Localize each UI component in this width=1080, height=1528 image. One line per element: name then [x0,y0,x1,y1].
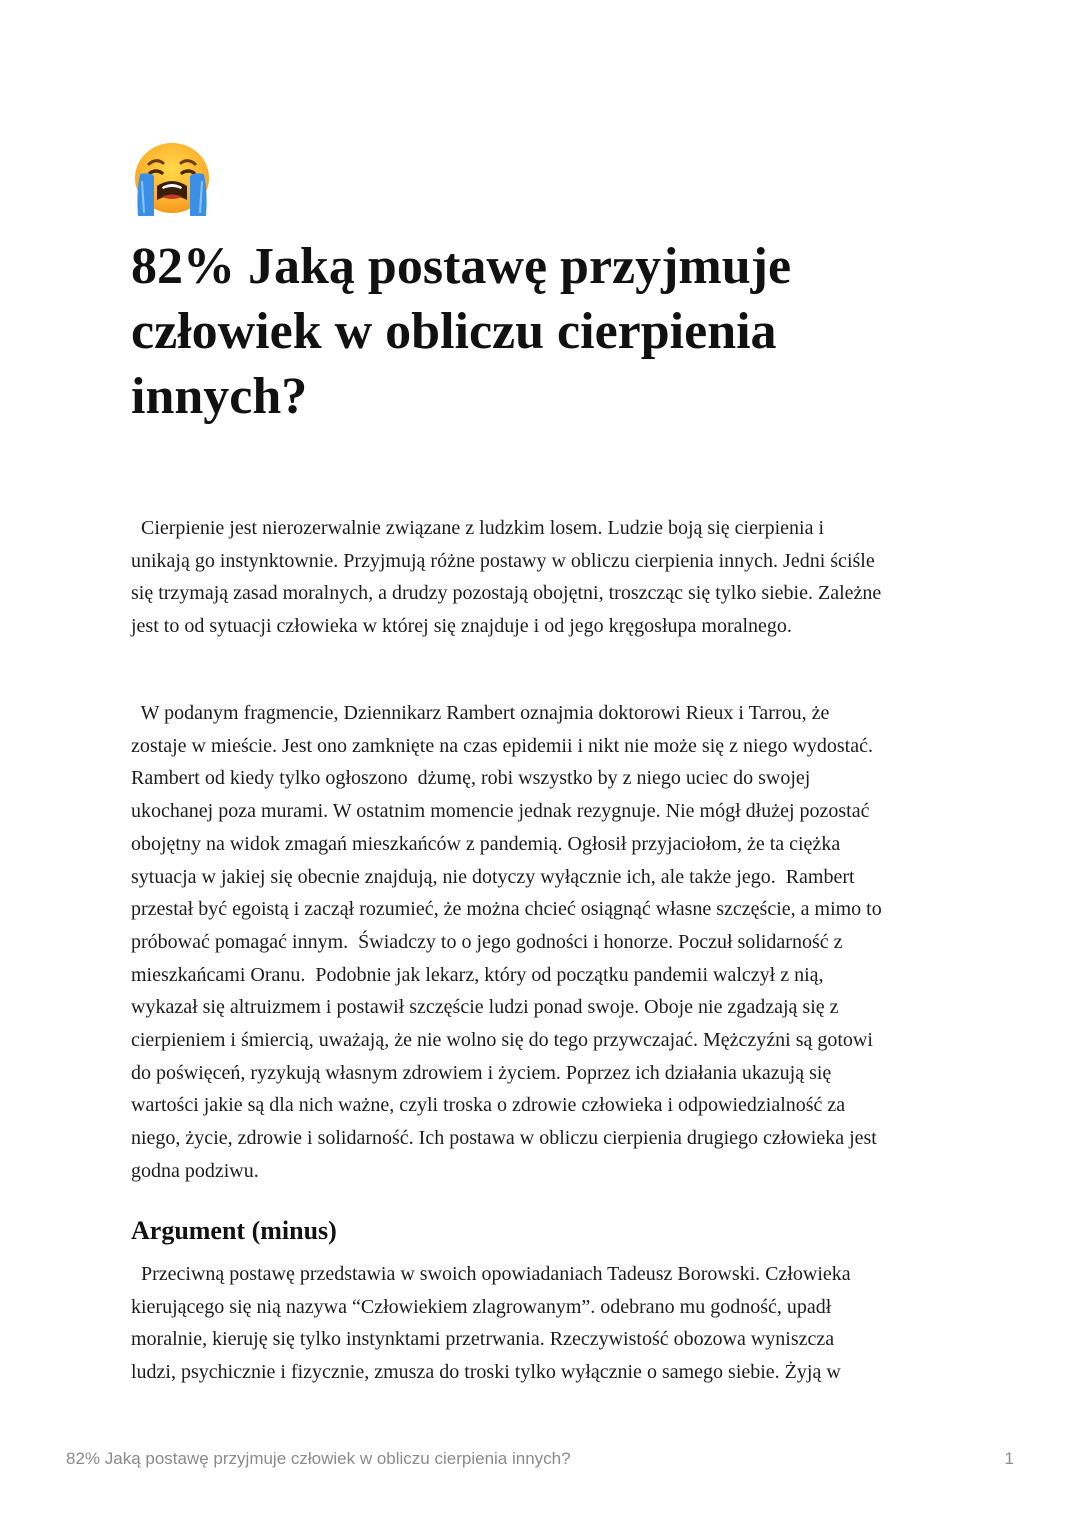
section-paragraph [131,1258,961,1389]
footer-page-number: 1 [1004,1449,1014,1468]
text-line: W podanym fragmencie, Dziennikarz Rambert oznajmia doktorowi Rieux i Tarrou, że [131,702,830,724]
footer-running-title: 82% Jaką postawę przyjmuje człowiek w obliczu cierpienia innych? [66,1449,571,1468]
text-line: jest to od sytuacji człowieka w której się znajduje i od jego kręgosłupa moralnego. [131,615,792,638]
text-line: Rambert od kiedy tylko ogłoszono dżumę, robi wszystko by z niego uciec do swojej [131,767,811,790]
body-paragraph [131,697,961,1188]
text-line: unikają go instynktownie. Przyjmują różne postawy w obliczu cierpienia innych. Jedni ściśle [131,549,875,572]
text-line: moralnie, kieruję się tylko instynktami przetrwania. Rzeczywistość obozowa wyniszcza [131,1328,835,1351]
title-line: innych? [131,368,308,425]
text-line: wykazał się altruizmem i postawił szczęście ludzi ponad swoje. Oboje nie zgadzają się z [131,996,839,1019]
text-line: sytuacja w jakiej się obecnie znajdują, nie dotyczy wyłącznie ich, ale także jego. Rambert [131,865,855,888]
text-line: ukochanej poza murami. W ostatnim momencie jednak rezygnuje. Nie mógł dłużej pozostać [131,800,870,823]
title-line: człowiek w obliczu cierpienia [131,303,777,360]
title-line: 82% Jaką postawę przyjmuje [131,238,792,295]
intro-paragraph [131,512,961,643]
text-line: godna podziwu. [131,1159,259,1182]
section-heading: Argument (minus) [131,1216,337,1245]
text-line: wartości jakie są dla nich ważne, czyli troska o zdrowie człowieka i odpowiedzialność za [131,1094,846,1117]
text-line: Przeciwną postawę przedstawia w swoich opowiadaniach Tadeusz Borowski. Człowieka [131,1263,851,1285]
text-line: obojętny na widok zmagań mieszkańców z pandemią. Ogłosił przyjaciołom, że ta ciężka [131,832,841,855]
text-line: Cierpienie jest nierozerwalnie związane z ludzkim losem. Ludzie boją się cierpienia i [131,517,825,539]
text-line: ludzi, psychicznie i fizycznie, zmusza do troski tylko wyłącznie o samego siebie. Żyją w [131,1361,841,1384]
text-line: niego, życie, zdrowie i solidarność. Ich postawa w obliczu cierpienia drugiego człowieka jest [131,1127,877,1150]
page-title [131,234,931,429]
text-line: do poświęceń, ryzykują własnym zdrowiem i życiem. Poprzez ich działania ukazują się [131,1061,832,1084]
text-line: mieszkańcami Oranu. Podobnie jak lekarz, który od początku pandemii walczył z nią, [131,963,824,986]
text-line: się trzymają zasad moralnych, a drudzy pozostają obojętni, troszcząc się tylko siebie. Zależne [131,582,882,605]
loudly-crying-face-icon [132,142,212,218]
text-line: próbować pomagać innym. Świadczy to o jego godności i honorze. Poczuł solidarność z [131,930,843,953]
text-line: zostaje w mieście. Jest ono zamknięte na czas epidemii i nikt nie może się z niego wydostać. [131,734,873,757]
text-line: przestał być egoistą i zaczął rozumieć, że można chcieć osiągnąć własne szczęście, a mimo to [131,898,882,921]
text-line: cierpieniem i śmiercią, uważają, że nie wolno się do tego przywczajać. Mężczyźni są gotowi [131,1029,873,1052]
text-line: kierującego się nią nazywa “Człowiekiem zlagrowanym”. odebrano mu godność, upadł [131,1295,832,1318]
